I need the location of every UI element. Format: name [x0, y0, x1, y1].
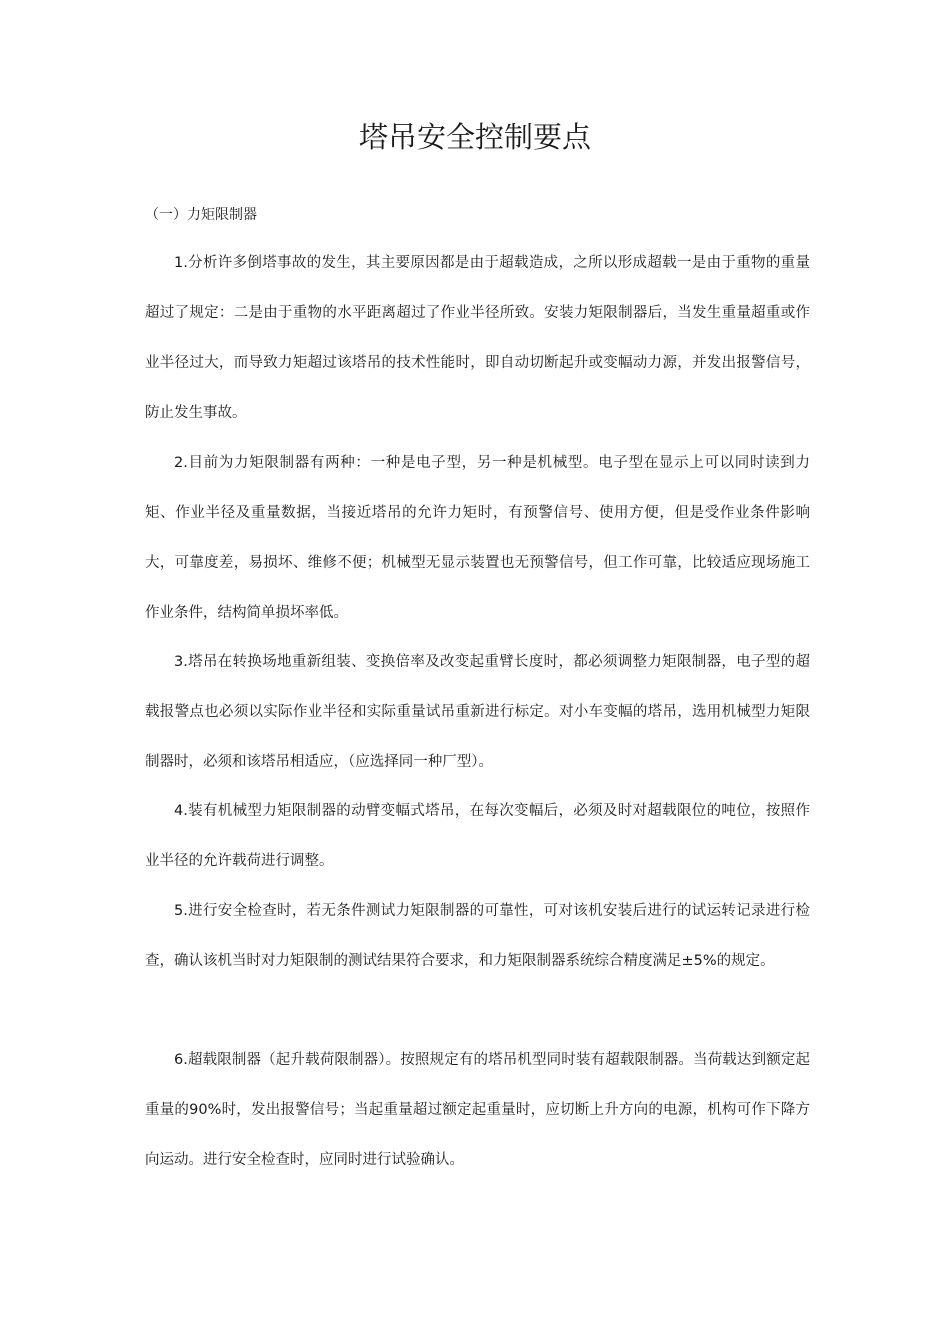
paragraph-6: 6.超载限制器（起升载荷限制器）。按照规定有的塔吊机型同时装有超载限制器。当荷载达到额定起重量的90%时，发出报警信号；当起重量超过额定起重量时，应切断上升方向的电源，机构可作下降方向运动。进行安全检查时，应同时进行试验确认。	[145, 1052, 810, 1168]
section-heading: （一）力矩限制器	[145, 207, 257, 223]
paragraph-1: 1.分析许多倒塔事故的发生，其主要原因都是由于超载造成，之所以形成超载一是由于重物的重量超过了规定：二是由于重物的水平距离超过了作业半径所致。安装力矩限制器后，当发生重量超重或作业半径过大，而导致力矩超过该塔吊的技术性能时，即自动切断起升或变幅动力源，并发出报警信号，防止发生事故。	[145, 255, 810, 421]
paragraph-4: 4.装有机械型力矩限制器的动臂变幅式塔吊，在每次变幅后，必须及时对超载限位的吨位，按照作业半径的允许载荷进行调整。	[145, 803, 810, 869]
document-title: 塔吊安全控制要点	[358, 120, 591, 154]
paragraph-5: 5.进行安全检查时，若无条件测试力矩限制器的可靠性，可对该机安装后进行的试运转记录进行检查，确认该机当时对力矩限制的测试结果符合要求，和力矩限制器系统综合精度满足±5%的规定。	[145, 903, 810, 969]
paragraph-2: 2.目前为力矩限制器有两种：一种是电子型，另一种是机械型。电子型在显示上可以同时读到力矩、作业半径及重量数据，当接近塔吊的允许力矩时，有预警信号、使用方便，但是受作业条件影响大，可靠度差，易损坏、维修不便；机械型无显示装置也无预警信号，但工作可靠，比较适应现场施工作业条件，结构简单损坏率低。	[145, 455, 810, 621]
paragraph-3: 3.塔吊在转换场地重新组装、变换倍率及改变起重臂长度时，都必须调整力矩限制器，电子型的超载报警点也必须以实际作业半径和实际重量试吊重新进行标定。对小车变幅的塔吊，选用机械型力矩限制器时，必须和该塔吊相适应，（应选择同一种厂型）。	[145, 654, 810, 770]
